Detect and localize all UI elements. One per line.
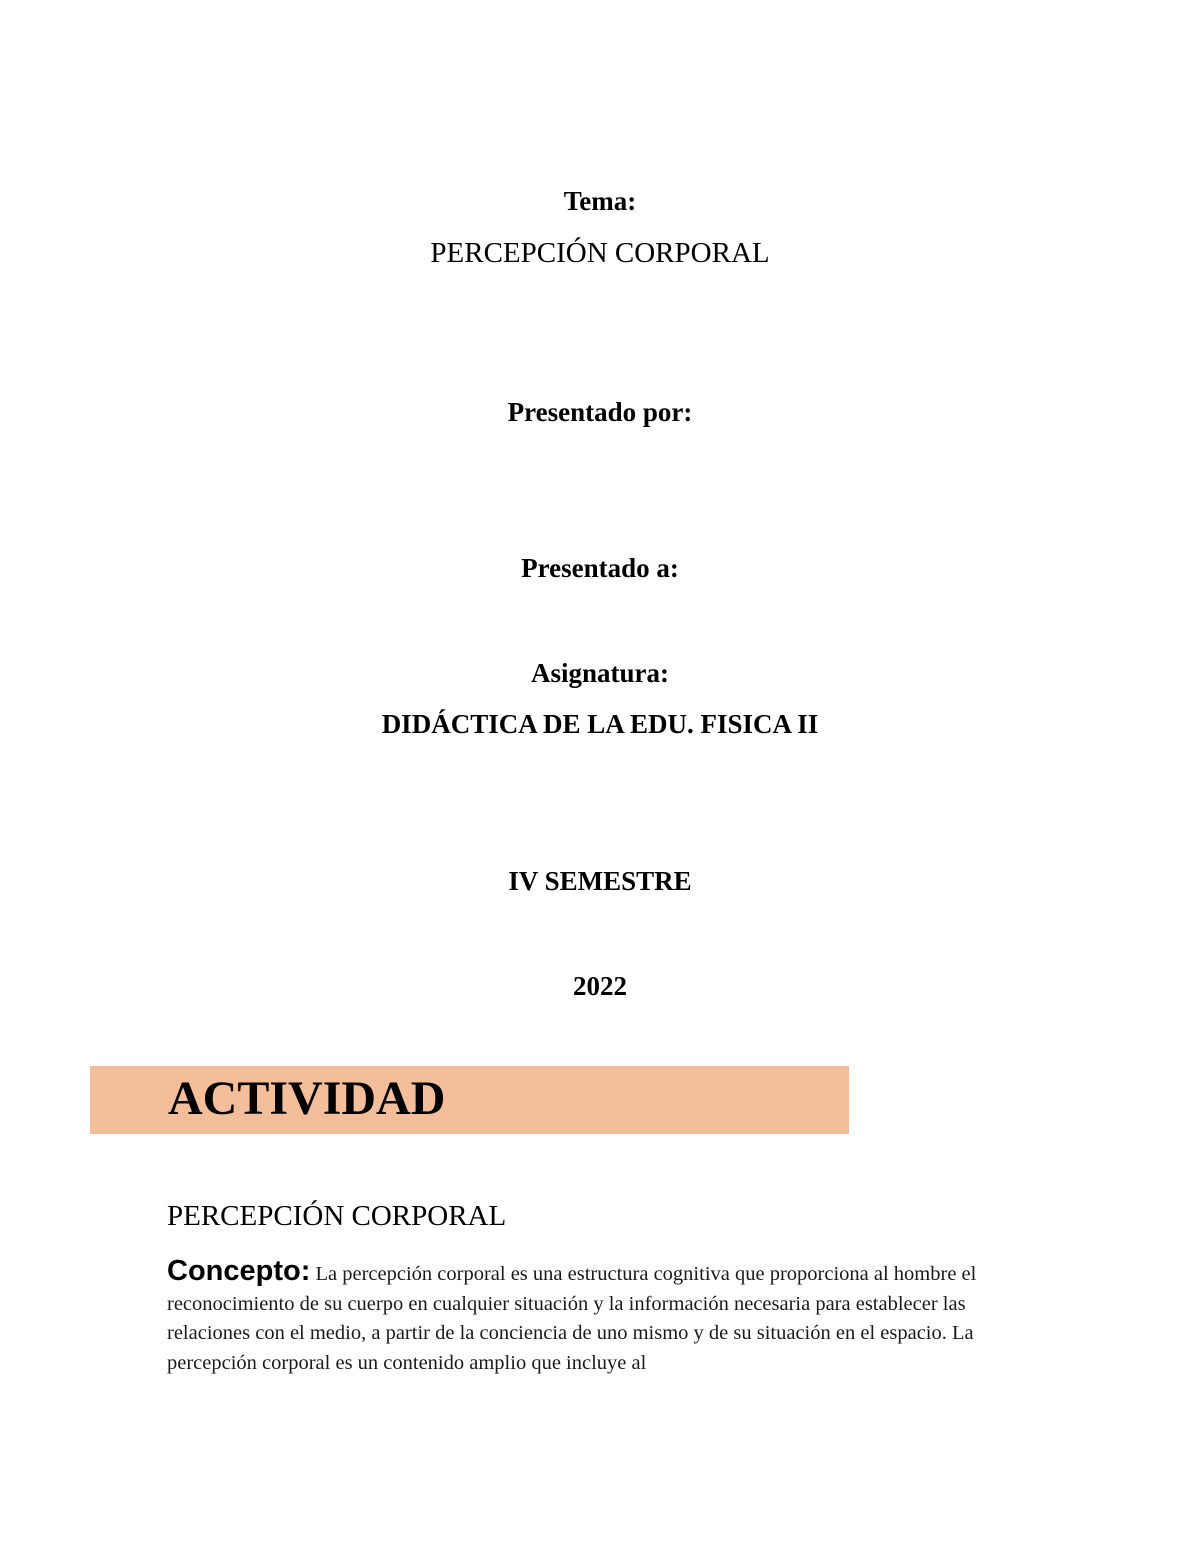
topic-label: Tema: bbox=[563, 186, 637, 216]
presented-by-label: Presentado por: bbox=[507, 397, 693, 427]
concept-label: Concepto: bbox=[167, 1255, 311, 1287]
subject-label: Asignatura: bbox=[530, 658, 669, 688]
year-text: 2022 bbox=[573, 971, 627, 1001]
activity-title: ACTIVIDAD bbox=[168, 1072, 446, 1125]
section-heading: PERCEPCIÓN CORPORAL bbox=[167, 1200, 507, 1232]
presented-to-label: Presentado a: bbox=[521, 553, 679, 583]
semester-text: IV SEMESTRE bbox=[508, 866, 692, 896]
topic-value: PERCEPCIÓN CORPORAL bbox=[430, 237, 770, 269]
concept-text: La percepción corporal es una estructura cognitiva que proporciona al hombre el reconocimiento de su cuerpo en cualquier situación y la información necesaria para establecer las relaciones con el medio, a partir de la conciencia de uno mismo y de su situación en el espacio. La percepción corporal es un contenido amplio que incluye al bbox=[167, 1263, 977, 1374]
subject-value: DIDÁCTICA DE LA EDU. FISICA II bbox=[381, 709, 819, 739]
concept-paragraph bbox=[167, 1257, 1047, 1378]
